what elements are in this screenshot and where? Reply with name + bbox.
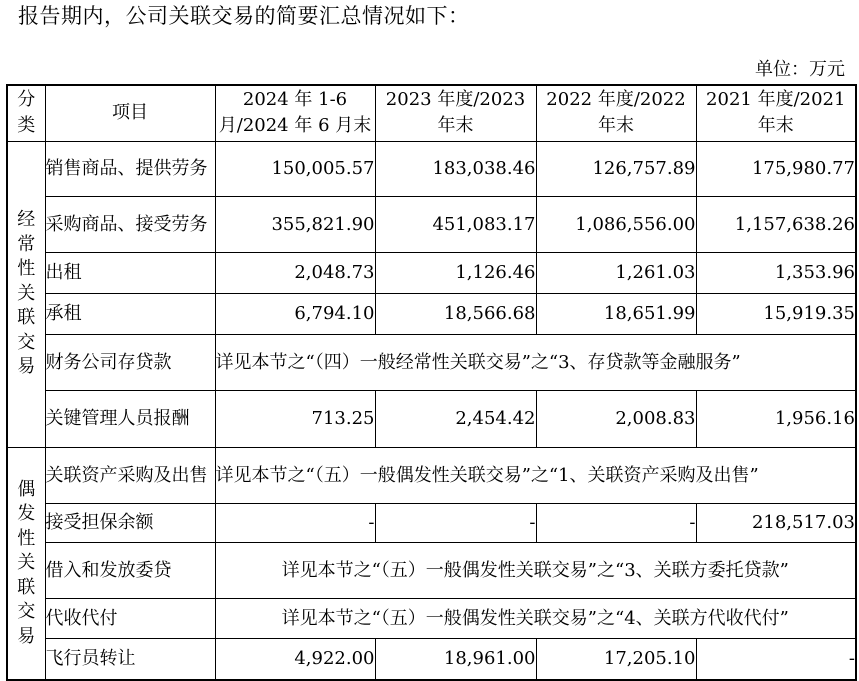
header-item: 项目 [45, 85, 215, 141]
header-col3: 2022 年度/2022年末 [536, 85, 696, 141]
cell-value: 713.25 [215, 390, 375, 447]
cell-value: - [215, 503, 375, 542]
cell-value: - [696, 638, 856, 680]
cell-value: 1,157,638.26 [696, 196, 856, 252]
table-row [7, 196, 856, 252]
cell-value: 183,038.46 [375, 141, 536, 196]
header-col2: 2023 年度/2023年末 [375, 85, 536, 141]
category-recurring: 经常性关联交易 [7, 141, 45, 447]
intro-text: 报告期内，公司关联交易的简要汇总情况如下： [18, 4, 470, 28]
row-label: 关键管理人员报酬 [45, 390, 215, 447]
cell-note: 详见本节之“（五）一般偶发性关联交易”之“4、关联方代收代付” [215, 598, 856, 638]
row-label: 财务公司存贷款 [45, 334, 215, 390]
cell-value: 451,083.17 [375, 196, 536, 252]
cell-note: 详见本节之“（四）一般经常性关联交易”之“3、存贷款等金融服务” [215, 334, 856, 390]
cell-value: 1,261.03 [536, 252, 696, 293]
row-label: 接受担保余额 [45, 503, 215, 542]
cell-value: 18,651.99 [536, 293, 696, 334]
table-row [7, 141, 856, 196]
table-row [7, 638, 856, 680]
row-label: 采购商品、接受劳务 [45, 196, 215, 252]
cell-value: 2,454.42 [375, 390, 536, 447]
cell-value: 2,008.83 [536, 390, 696, 447]
row-label: 飞行员转让 [45, 638, 215, 680]
cell-note: 详见本节之“（五）一般偶发性关联交易”之“3、关联方委托贷款” [215, 542, 856, 598]
row-label: 代收代付 [45, 598, 215, 638]
table-row [7, 390, 856, 447]
cell-note: 详见本节之“（五）一般偶发性关联交易”之“1、关联资产采购及出售” [215, 447, 856, 503]
table-row [7, 252, 856, 293]
cell-value: 15,919.35 [696, 293, 856, 334]
table-row [7, 598, 856, 638]
header-row [7, 85, 856, 141]
header-col1: 2024 年 1-6 月/2024 年 6 月末 [215, 85, 375, 141]
table-row [7, 542, 856, 598]
row-label: 销售商品、提供劳务 [45, 141, 215, 196]
cell-value: 150,005.57 [215, 141, 375, 196]
cell-value: 175,980.77 [696, 141, 856, 196]
unit-label: 单位：万元 [755, 59, 845, 80]
cell-value: 126,757.89 [536, 141, 696, 196]
cell-value: 1,086,556.00 [536, 196, 696, 252]
header-category: 分类 [7, 85, 45, 141]
cell-value: 6,794.10 [215, 293, 375, 334]
table-row [7, 447, 856, 503]
cell-value: 1,956.16 [696, 390, 856, 447]
header-col4: 2021 年度/2021年末 [696, 85, 856, 141]
cell-value: 218,517.03 [696, 503, 856, 542]
category-occasional: 偶发性关联交易 [7, 447, 45, 680]
table-row [7, 293, 856, 334]
cell-value: 18,566.68 [375, 293, 536, 334]
cell-value: - [375, 503, 536, 542]
row-label: 承租 [45, 293, 215, 334]
cell-value: 17,205.10 [536, 638, 696, 680]
related-transactions-table [6, 84, 857, 681]
row-label: 关联资产采购及出售 [45, 447, 215, 503]
cell-value: 4,922.00 [215, 638, 375, 680]
cell-value: 1,126.46 [375, 252, 536, 293]
cell-value: 18,961.00 [375, 638, 536, 680]
cell-value: 2,048.73 [215, 252, 375, 293]
cell-value: - [536, 503, 696, 542]
row-label: 出租 [45, 252, 215, 293]
table-row [7, 334, 856, 390]
cell-value: 1,353.96 [696, 252, 856, 293]
table-row [7, 503, 856, 542]
cell-value: 355,821.90 [215, 196, 375, 252]
row-label: 借入和发放委贷 [45, 542, 215, 598]
